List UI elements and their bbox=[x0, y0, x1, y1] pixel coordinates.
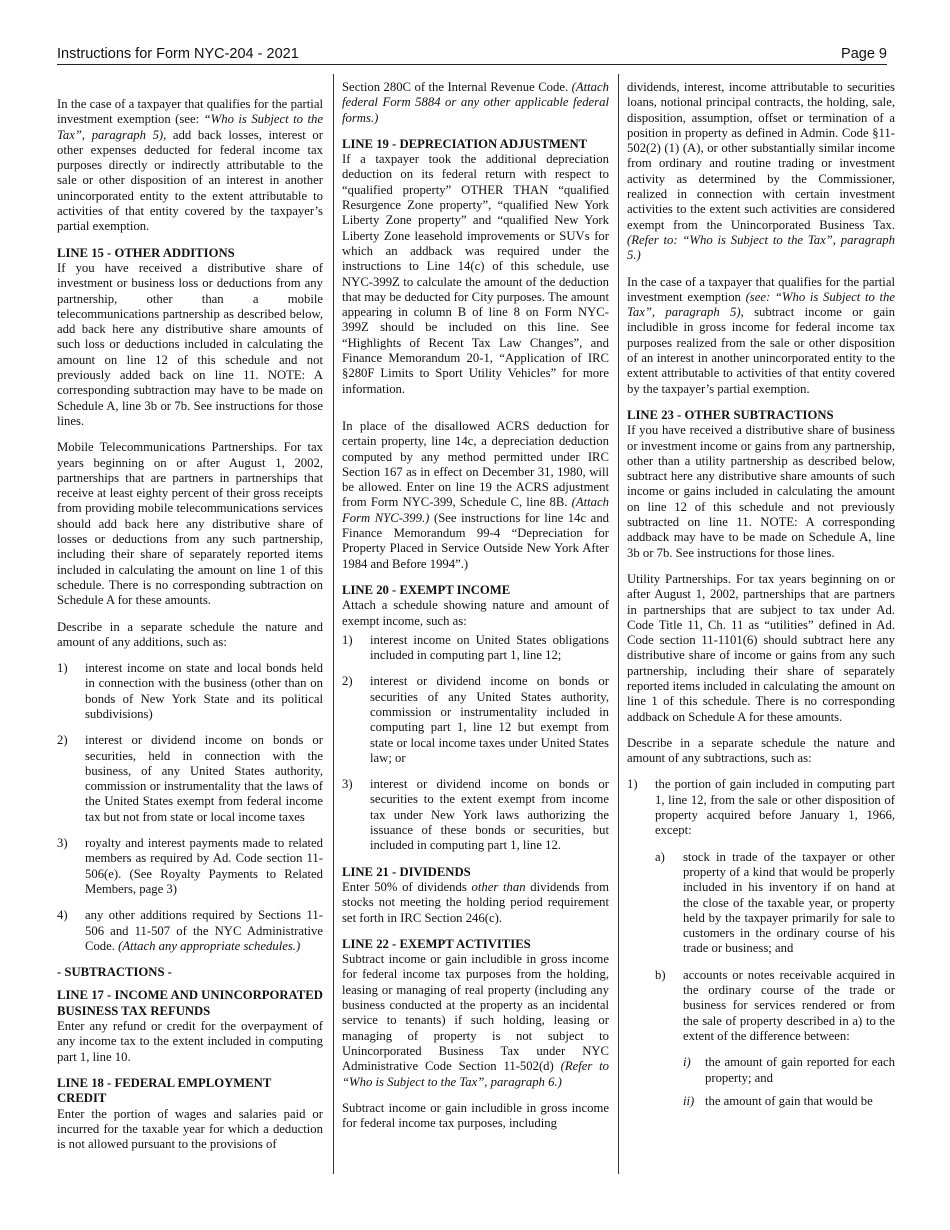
column-1 bbox=[57, 97, 323, 1152]
list-item: 2) interest or dividend income on bonds or securities, held in connection with the business, of any United States authority, commission or instrumentality that the laws of the United States exempt from federal income tax but not from state or local income taxes bbox=[57, 733, 323, 824]
paragraph: In place of the disallowed ACRS deduction for certain property, line 14c, a depreciation deduction computed by any method permitted under IRC Section 167 as in effect on December 31, 1980, will be allowed. Enter on line 19 the ACRS adjustment from Form NYC-399, Schedule C, line 8B. (Attach Form NYC-399.) (See instructions for line 14c and Finance Memorandum 99-4 “Depreciation for Property Placed in Service Outside New York After 1984 and Before 1994”.) bbox=[342, 418, 610, 571]
line-23-heading: LINE 23 - OTHER SUBTRACTIONS bbox=[627, 407, 834, 422]
column-3 bbox=[627, 80, 895, 1117]
line-21-heading: LINE 21 - DIVIDENDS bbox=[342, 864, 471, 879]
paragraph: Mobile Telecommunications Partnerships. For tax years beginning on or after August 1, 2002, partnerships that are partners in partnerships that receive at least eighty percent of their gross receipts from providing mobile telecommunications services should add back here any distributive share of losses or deductions from any such partnership, including their share of separately reported items included in calculating the amount on line 1 of this schedule. There is no corresponding subtraction on Schedule A for these amounts. bbox=[57, 440, 323, 608]
list-item: 4) any other additions required by Sections 11-506 and 11-507 of the NYC Administrative Code. (Attach any appropriate schedules.) bbox=[57, 908, 323, 953]
paragraph: In the case of a taxpayer that qualifies for the partial investment exemption (see: “Who is Subject to the Tax”, paragraph 5), add back losses, interest or other expenses deducted for federal income tax purposes directly or indirectly attributable to the sale or other disposition of an interest in another unincorporated entity to the extent attributable to activities of that entity covered by the taxpayer’s partial exemption. bbox=[57, 97, 323, 234]
paragraph: Utility Partnerships. For tax years beginning on or after August 1, 2002, partnerships that are partners in partnerships that are subject to tax under Ad. Code Title 11, Ch. 11 as “utilities” defined in Ad. Code section 11-1101(6) should subtract here any distributive share of income or gains from any such partnership, including their share of separately reported items included in calculating the amount on line 1 of this schedule. There is no corresponding addback on Schedule A for these amounts. bbox=[627, 571, 895, 724]
paragraph: Subtract income or gain includible in gross income for federal income tax purposes from the holding, leasing or managing of real property (including any business conducted at the property as an incidental service to tenants) if such holding, leasing or managing of property is not subject to Unincorporated Business Tax under NYC Administrative Code Section 11-502(d) (Refer to “Who is Subject to the Tax”, paragraph 6.) bbox=[342, 952, 610, 1089]
paragraph: Section 280C of the Internal Revenue Code. (Attach federal Form 5884 or any other applicable federal forms.) bbox=[342, 80, 609, 125]
list-item: 1) interest income on state and local bonds held in connection with the business (other than on bonds of New York State and its political subdivisions) bbox=[57, 661, 323, 721]
line-17-heading: LINE 17 - INCOME AND UNINCORPORATED BUSINESS TAX REFUNDS bbox=[57, 988, 323, 1018]
list-item: 3) royalty and interest payments made to related members as required by Ad. Code section 11-506(e). (See Royalty Payments to Related Members, page 3) bbox=[57, 836, 323, 896]
page-number: Page 9 bbox=[841, 46, 887, 62]
paragraph: If you have received a distributive share of investment or business loss or deductions from any partnership, other than a mobile telecommunications partnership as described below, add back here any distributive share amounts of such loss or deductions included in calculating the amount on line 12 of this schedule and not previously added back on line 11. NOTE: A corresponding subtraction may have to be made on Schedule A, line 3b or 7b. See instructions for those lines. bbox=[57, 260, 323, 428]
paragraph: Describe in a separate schedule the nature and amount of any additions, such as: bbox=[57, 619, 323, 649]
paragraph: If a taxpayer took the additional depreciation deduction on its federal return with respect to “qualified property” OTHER THAN “qualified Resurgence Zone property”, “qualified New York Liberty Zone property” and “qualified New York Liberty Zone leasehold improvements or SUVs for which an addback was required under the instructions to Line 14(c) of this schedule, use NYC-399Z to calculate the amount of the deduction that may be deducted for City purposes. The amount appearing in column B of line 8 on Form NYC-399Z should be included on this line. See “Highlights of Recent Tax Law Changes”, and Finance Memorandum 20-1, “Application of IRC §280F Limits to Sport Utility Vehicles” for more information. bbox=[342, 152, 609, 396]
line-15-heading: LINE 15 - OTHER ADDITIONS bbox=[57, 245, 235, 260]
subtractions-heading: - SUBTRACTIONS - bbox=[57, 965, 172, 980]
line-18-heading: LINE 18 - FEDERAL EMPLOYMENT CREDIT bbox=[57, 1075, 272, 1106]
list-item: 1) the portion of gain included in computing part 1, line 12, from the sale or other disposition of property acquired before January 1, 1966, except: bbox=[627, 777, 895, 838]
paragraph: Attach a schedule showing nature and amount of exempt income, such as: bbox=[342, 598, 609, 628]
paragraph: Enter the portion of wages and salaries paid or incurred for the taxable year for which a deduction is not allowed pursuant to the provisions of bbox=[57, 1106, 323, 1152]
column-divider-1 bbox=[333, 74, 334, 1174]
sub-list-item: b) accounts or notes receivable acquired in the ordinary course of the trade or business for services rendered or from the sale of property described in a) to the extent of the difference between: bbox=[655, 967, 895, 1043]
paragraph: Enter any refund or credit for the overpayment of any income tax to the extent included in computing part 1, line 10. bbox=[57, 1019, 323, 1064]
list-item: 1) interest income on United States obligations included in computing part 1, line 12; bbox=[342, 632, 609, 663]
paragraph: Subtract income or gain includible in gross income for federal income tax purposes, including bbox=[342, 1100, 609, 1131]
line-20-heading: LINE 20 - EXEMPT INCOME bbox=[342, 582, 511, 597]
paragraph: Enter 50% of dividends other than dividends from stocks not meeting the holding period requirement set forth in IRC Section 246(c). bbox=[342, 879, 609, 925]
sub-list bbox=[655, 850, 895, 1109]
line-22-heading: LINE 22 - EXEMPT ACTIVITIES bbox=[342, 936, 531, 951]
paragraph: In the case of a taxpayer that qualifies for the partial investment exemption (see: “Who is Subject to the Tax”, paragraph 5), subtract income or gain includible in gross income for federal income tax purposes realized from the sale or other disposition of an interest in another unincorporated entity to the extent attributable to activities of that entity covered by the taxpayer’s partial exemption. bbox=[627, 274, 896, 396]
list-item: 3) interest or dividend income on bonds or securities to the extent exempt from income tax under New York laws authorizing the issuance of these bonds or securities, but included in computing part 1, line 12. bbox=[342, 777, 609, 853]
paragraph: Describe in a separate schedule the nature and amount of any subtractions, such as: bbox=[627, 735, 895, 766]
sub-sub-list-item: ii) the amount of gain that would be bbox=[683, 1093, 873, 1108]
document-title: Instructions for Form NYC-204 - 2021 bbox=[57, 46, 299, 62]
header-rule bbox=[57, 64, 887, 65]
paragraph: If you have received a distributive share of business or investment income or gains from any partnership, other than a utility partnership as described below, subtract here any distributive share amounts of such income or gains included in calculating the amount on line 12 of this schedule and not previously subtracted on line 11. NOTE: A corresponding addback may have to be made on Schedule A, line 3b or 7b. See instructions for those lines. bbox=[627, 423, 895, 560]
sub-sub-list-item: i) the amount of gain reported for each property; and bbox=[683, 1055, 895, 1085]
page-header bbox=[57, 46, 887, 62]
column-2 bbox=[342, 80, 609, 1131]
sub-list-item: a) stock in trade of the taxpayer or other property of a kind that would be properly included in his inventory if on hand at the close of the taxable year, or property held by the taxpayer primarily for sale to customers in the ordinary course of his trade or business; and bbox=[655, 849, 895, 956]
list-item: 2) interest or dividend income on bonds or securities of any United States authority, commission or instrumentality included in computing part 1, line 12 but exempt from state or local income taxes under United States law; or bbox=[342, 674, 609, 765]
column-divider-2 bbox=[618, 74, 619, 1174]
line-19-heading: LINE 19 - DEPRECIATION ADJUSTMENT bbox=[342, 136, 588, 151]
paragraph: dividends, interest, income attributable to securities loans, notional principal contracts, the holding, sale, disposition, assumption, offset or termination of a position in property as defined in Admin. Code §11-502(2) (1) (A), or other substantially similar income from ordinary and routine trading or investment activity as determined by the Commissioner, realized in connection with certain investment activities to the extent such activities are considered exempt from the Unincorporated Business Tax. (Refer to: “Who is Subject to the Tax”, paragraph 5.) bbox=[627, 80, 895, 263]
